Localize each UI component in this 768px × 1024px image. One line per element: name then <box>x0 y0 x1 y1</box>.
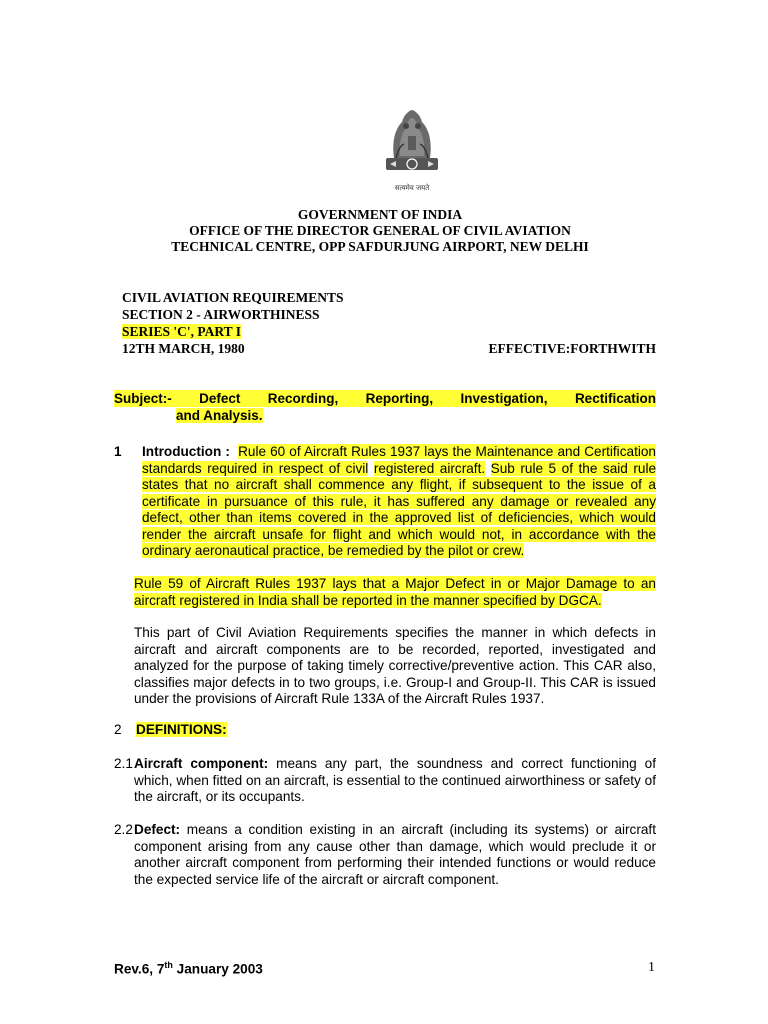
national-emblem-icon <box>372 96 452 196</box>
subject-word: Investigation, <box>460 391 548 406</box>
intro-p1-a: Rule 60 of Aircraft Rules 1937 lays the Maintenance and Certification standards required in respect of civil <box>142 444 656 476</box>
intro-p1-b: registered aircraft. <box>373 460 486 476</box>
intro-paragraph-3: This part of Civil Aviation Requirements specifies the manner in which defects in aircraft and aircraft components are to be recorded, reported, investigated and analyzed for the purpose of taking timely corrective/preventive action. This CAR also, classifies major defects in to two groups, i.e. Group-I and Group-II. This CAR is issued under the provisions of Aircraft Rule 133A of the Aircraft Rules 1937. <box>134 625 656 706</box>
intro-p1-c: Sub rule 5 of the said rule states that no aircraft shall commence any flight, if subsequent to the issue of a certificate in pursuance of this rule, it has suffered any damage or revealed any defect, other than items covered in the approved list of deficiencies, which would render the aircraft unsafe for flight and which would not, in accordance with the ordinary aeronautical practice, be remedied by the pilot or crew. <box>142 460 657 558</box>
car-section: SECTION 2 - AIRWORTHINESS <box>122 307 320 322</box>
definition-aircraft-component <box>134 756 656 806</box>
definition-term: Defect: <box>134 822 181 837</box>
definition-defect <box>134 822 656 888</box>
subject-line <box>114 390 656 407</box>
subject-label: Subject:- <box>114 391 172 406</box>
definition-number-2-1: 2.1 <box>114 756 133 771</box>
car-title: CIVIL AVIATION REQUIREMENTS <box>122 290 344 305</box>
intro-title: Introduction : <box>142 444 230 459</box>
definitions-title: DEFINITIONS: <box>136 722 227 737</box>
definition-term: Aircraft component: <box>134 756 269 771</box>
page-number: 1 <box>648 960 655 975</box>
footer-rev-text: Rev.6, 7 <box>114 961 165 977</box>
intro-paragraph-1 <box>142 444 656 560</box>
intro-p2-text: Rule 59 of Aircraft Rules 1937 lays that a Major Defect in or Major Damage to an aircraft registered in India shall be reported in the manner specified by DGCA. <box>134 576 656 608</box>
header-line-address: TECHNICAL CENTRE, OPP SAFDURJUNG AIRPORT, NEW DELHI <box>171 239 589 254</box>
header-line-government: GOVERNMENT OF INDIA <box>297 207 463 222</box>
car-series: SERIES 'C', PART I <box>122 324 242 339</box>
header-line-office: OFFICE OF THE DIRECTOR GENERAL OF CIVIL AVIATION <box>189 223 571 238</box>
subject-word: Defect <box>199 391 241 406</box>
definition-number-2-2: 2.2 <box>114 822 133 837</box>
footer-rev-date: January 2003 <box>172 961 263 977</box>
subject-word: Rectification <box>574 391 656 406</box>
car-block <box>122 289 662 357</box>
definition-text: means a condition existing in an aircraft (including its systems) or aircraft component arising from any cause other than damage, which would preclude it or another aircraft component from performing their intended functions or would reduce the expected service life of the aircraft or aircraft component. <box>134 822 656 887</box>
footer-revision <box>114 960 263 977</box>
footer-rev-sup: th <box>164 960 173 970</box>
section-number-2: 2 <box>114 722 122 737</box>
car-date: 12TH MARCH, 1980 <box>122 341 245 356</box>
document-header <box>100 207 660 255</box>
emblem-motto: सत्यमेव जयते <box>394 184 430 192</box>
subject-word: Recording, <box>267 391 339 406</box>
subject-word: Reporting, <box>365 391 434 406</box>
subject-block <box>114 390 656 424</box>
definition-text: means any part, the soundness and correct functioning of which, when fitted on an aircraft, is essential to the continued airworthiness or safety of the aircraft, or its occupants. <box>134 756 656 804</box>
car-effective: EFFECTIVE:FORTHWITH <box>488 341 656 356</box>
subject-line-2: and Analysis. <box>176 408 263 423</box>
section-number-1: 1 <box>114 444 122 459</box>
intro-paragraph-2 <box>134 576 656 609</box>
